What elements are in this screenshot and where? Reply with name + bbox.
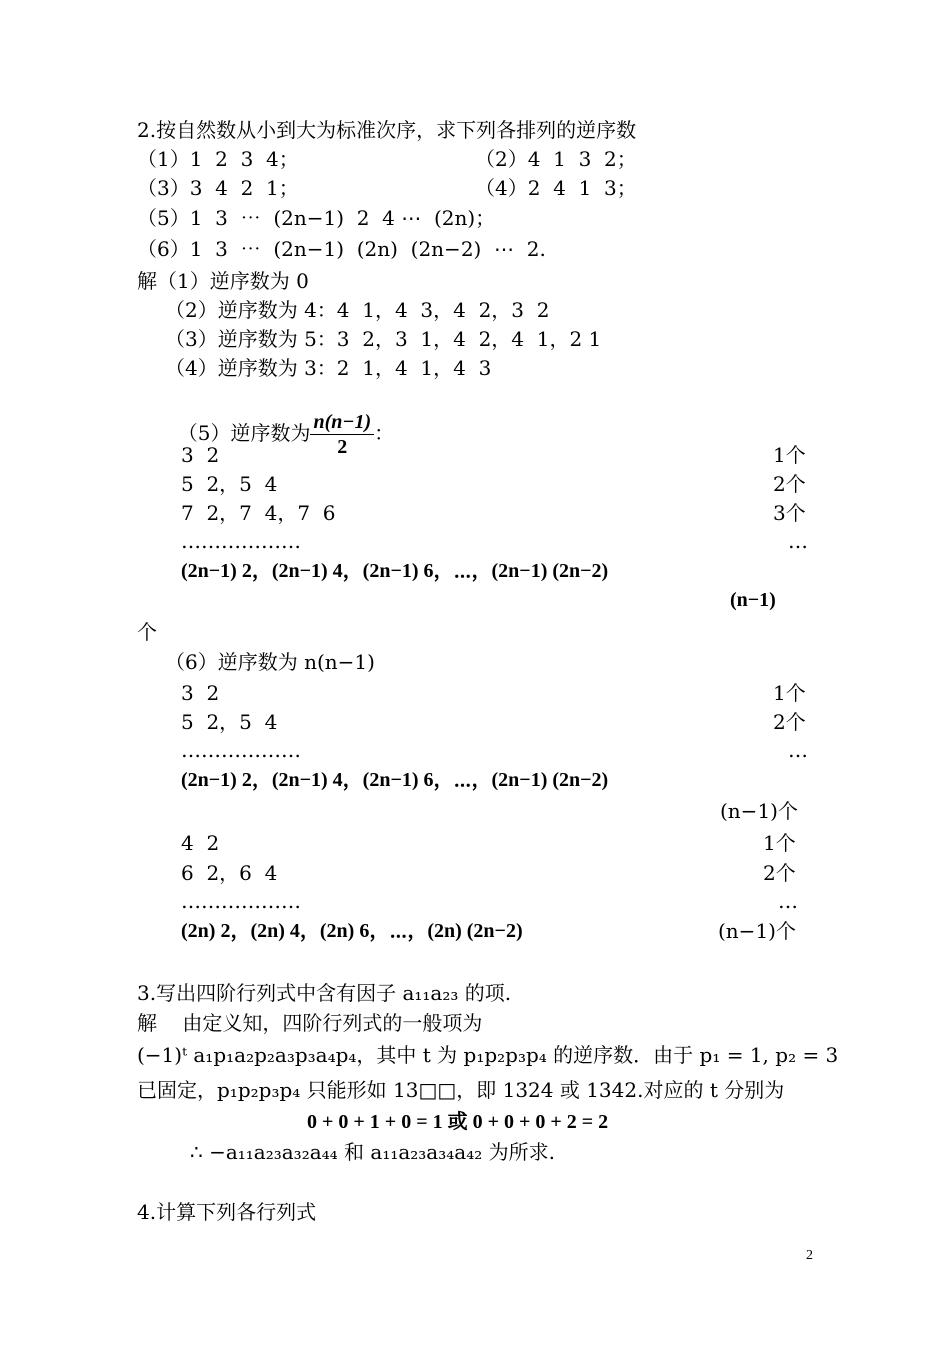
q3-title: 3.写出四阶行列式中含有因子 a₁₁a₂₃ 的项.: [137, 981, 512, 1005]
r5-left-2: 5 2，5 4: [181, 472, 278, 496]
page-number: 2: [806, 1248, 813, 1263]
r5-left-1: 3 2: [181, 443, 220, 467]
r6-left-9: (2n) 2，(2n) 4，(2n) 6，⋯，(2n) (2n−2): [181, 920, 523, 942]
r6-left-2: 5 2，5 4: [181, 710, 278, 734]
sol-line-1: 解（1）逆序数为 0: [137, 269, 309, 293]
q3-line-2: (−1)ᵗ a₁p₁a₂p₂a₃p₃a₄p₄，其中 t 为 p₁p₂p₃p₄ 的逆序数．由于 p₁ = 1, p₂ = 3: [137, 1043, 839, 1067]
r5-right-1: 1个: [773, 443, 806, 467]
q2-item-6: （6）1 3 ⋯ (2n−1) (2n) (2n−2) ⋯ 2.: [137, 237, 546, 261]
sol-line-6: （6）逆序数为 n(n−1): [165, 650, 375, 674]
q2-item-2: （2）4 1 3 2；: [475, 147, 637, 171]
r6-left-6: 4 2: [181, 831, 220, 855]
q3-line-5: ∴ −a₁₁a₂₃a₃₂a₄₄ 和 a₁₁a₂₃a₃₄a₄₂ 为所求.: [190, 1140, 555, 1164]
r6-right-9: (n−1)个: [718, 919, 796, 943]
r5-count: (n−1): [730, 589, 776, 611]
sol-5-suffix: ：: [374, 421, 395, 445]
r5-unit: 个: [137, 620, 157, 644]
q2-item-3: （3）3 4 2 1；: [137, 176, 299, 200]
r6-right-2: 2个: [773, 710, 806, 734]
r6-left-8: ………………: [181, 889, 301, 913]
r6-left-7: 6 2，6 4: [181, 861, 278, 885]
r5-right-2: 2个: [773, 472, 806, 496]
q2-item-5: （5）1 3 ⋯ (2n−1) 2 4 ⋯ (2n)；: [137, 206, 496, 230]
r6-right-6: 1个: [763, 831, 796, 855]
r5-right-3: 3个: [773, 501, 806, 525]
sol-line-3: （3）逆序数为 5：3 2，3 1，4 2，4 1，2 1: [165, 327, 602, 351]
r6-left-1: 3 2: [181, 681, 220, 705]
fraction-numerator: n(n−1): [310, 410, 374, 435]
q2-item-4: （4）2 4 1 3；: [475, 176, 637, 200]
r5-right-4: …: [788, 529, 808, 553]
fraction-denominator: 2: [337, 436, 348, 458]
q4-title: 4.计算下列各行列式: [137, 1200, 317, 1224]
sol-line-4: （4）逆序数为 3：2 1，4 1，4 3: [165, 356, 492, 380]
r5-left-5: (2n−1) 2，(2n−1) 4，(2n−1) 6，⋯，(2n−1) (2n−2): [181, 560, 609, 582]
r5-left-4: ………………: [181, 529, 301, 553]
sol-5-prefix: （5）逆序数为: [177, 421, 311, 445]
r6-right-1: 1个: [773, 681, 806, 705]
q3-line-1: 解 由定义知，四阶行列式的一般项为: [137, 1011, 483, 1035]
r6-right-8: …: [778, 889, 798, 913]
r6-right-7: 2个: [763, 861, 796, 885]
r6-left-4: (2n−1) 2，(2n−1) 4，(2n−1) 6，⋯，(2n−1) (2n−2): [181, 769, 609, 791]
r6-right-3: …: [788, 738, 808, 762]
q3-line-3: 已固定，p₁p₂p₃p₄ 只能形如 13□□，即 1324 或 1342.对应的 t 分别为: [137, 1078, 785, 1102]
r5-left-3: 7 2，7 4，7 6: [181, 501, 336, 525]
q2-item-1: （1）1 2 3 4；: [137, 147, 299, 171]
q2-title: 2.按自然数从小到大为标准次序，求下列各排列的逆序数: [137, 118, 637, 142]
q3-line-4: 0 + 0 + 1 + 0 = 1 或 0 + 0 + 0 + 2 = 2: [307, 1111, 609, 1133]
r6-left-3: ………………: [181, 738, 301, 762]
fraction: [310, 410, 374, 459]
sol-line-2: （2）逆序数为 4：4 1，4 3，4 2，3 2: [165, 298, 550, 322]
r6-right-5: (n−1)个: [720, 799, 798, 823]
